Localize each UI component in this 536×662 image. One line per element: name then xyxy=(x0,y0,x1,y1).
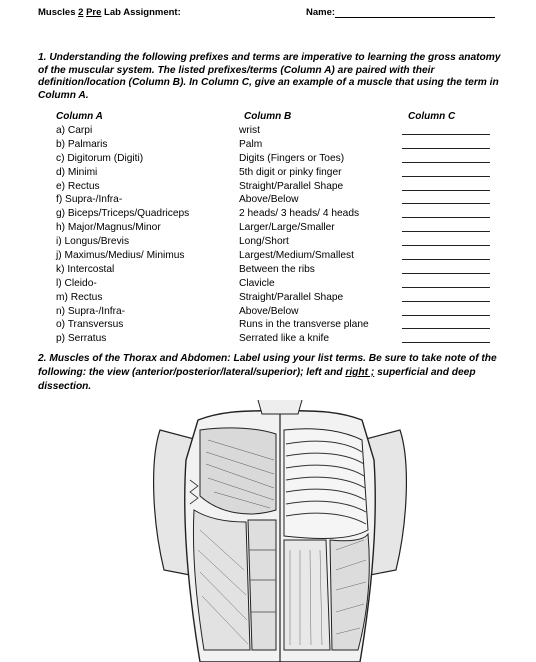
name-blank[interactable] xyxy=(335,8,495,18)
column-a-header: Column A xyxy=(56,111,103,122)
column-b-definition: Long/Short xyxy=(239,236,289,248)
column-a-term: f) Supra-/Infra- xyxy=(56,194,123,206)
column-b-definition: Between the ribs xyxy=(239,263,315,275)
column-a-term: h) Major/Magnus/Minor xyxy=(56,222,161,234)
column-a-term: a) Carpi xyxy=(56,125,93,136)
name-field[interactable] xyxy=(306,7,495,18)
column-c-answer-blank[interactable] xyxy=(402,301,490,302)
question-2-text: 2. Muscles of the Thorax and Abdomen: Label using your list terms. Be sure to take note of the following: the view (anterior/posterior/lateral/superior); left and right ; superficial and deep dissection. xyxy=(38,353,497,392)
column-a-term: n) Supra-/Infra- xyxy=(56,305,126,317)
assignment-title: Muscles 2 Pre Lab Assignment: xyxy=(38,7,181,18)
column-b-definition: 5th digit or pinky finger xyxy=(239,166,342,178)
column-a-term: j) Maximus/Medius/ Minimus xyxy=(56,250,185,262)
column-c-answer-blank[interactable] xyxy=(402,245,490,246)
column-c-answer-blank[interactable] xyxy=(402,315,490,316)
table-row xyxy=(56,305,496,319)
table-row xyxy=(56,152,496,166)
column-c-answer-blank[interactable] xyxy=(402,162,490,163)
column-c-answer-blank[interactable] xyxy=(402,328,490,329)
terms-table xyxy=(56,124,496,346)
table-row xyxy=(56,291,496,305)
column-c-answer-blank[interactable] xyxy=(402,203,490,204)
table-row xyxy=(56,193,496,207)
column-b-definition: Above/Below xyxy=(239,305,299,317)
column-b-header: Column B xyxy=(244,111,292,122)
question-1-text: 1. Understanding the following prefixes and terms are imperative to learning the gross anatomy of the muscular system. The listed prefixes/terms (Column A) are paired with their definition/location (Column B). In Column C, give an example of a muscle that using the term in Column A. xyxy=(38,52,501,101)
table-row xyxy=(56,221,496,235)
column-b-definition: Largest/Medium/Smallest xyxy=(239,250,354,262)
column-c-answer-blank[interactable] xyxy=(402,273,490,274)
column-b-definition: Larger/Large/Smaller xyxy=(239,222,335,234)
column-a-term: o) Transversus xyxy=(56,319,124,331)
table-row xyxy=(56,124,496,138)
column-c-answer-blank[interactable] xyxy=(402,148,490,149)
column-c-answer-blank[interactable] xyxy=(402,217,490,218)
table-row xyxy=(56,332,496,346)
column-a-term: c) Digitorum (Digiti) xyxy=(56,152,144,164)
column-c-answer-blank[interactable] xyxy=(402,190,490,191)
table-row xyxy=(56,277,496,291)
column-a-term: b) Palmaris xyxy=(56,138,108,150)
column-b-definition: 2 heads/ 3 heads/ 4 heads xyxy=(239,208,360,220)
column-b-definition: Above/Below xyxy=(239,194,299,206)
column-b-definition: Digits (Fingers or Toes) xyxy=(239,152,345,164)
column-c-answer-blank[interactable] xyxy=(402,259,490,260)
column-b-definition: Palm xyxy=(239,138,263,150)
column-a-term: d) Minimi xyxy=(56,166,98,178)
column-c-answer-blank[interactable] xyxy=(402,342,490,343)
table-row xyxy=(56,249,496,263)
column-c-answer-blank[interactable] xyxy=(402,287,490,288)
column-b-definition: Serrated like a knife xyxy=(239,333,330,345)
column-a-term: e) Rectus xyxy=(56,180,100,192)
column-b-definition: Straight/Parallel Shape xyxy=(239,291,344,303)
column-c-answer-blank[interactable] xyxy=(402,176,490,177)
column-a-term: l) Cleido- xyxy=(56,277,97,289)
column-a-term: i) Longus/Brevis xyxy=(56,236,130,248)
table-row xyxy=(56,207,496,221)
name-label: Name: xyxy=(306,7,336,18)
table-row xyxy=(56,263,496,277)
column-b-definition: Clavicle xyxy=(239,277,275,289)
column-a-term: g) Biceps/Triceps/Quadriceps xyxy=(56,208,190,220)
column-b-definition: Runs in the transverse plane xyxy=(239,319,369,331)
table-row xyxy=(56,318,496,332)
column-b-definition: Straight/Parallel Shape xyxy=(239,180,344,192)
column-a-term: k) Intercostal xyxy=(56,263,115,275)
column-a-term: m) Rectus xyxy=(56,291,103,303)
column-a-term: p) Serratus xyxy=(56,333,107,345)
table-row xyxy=(56,138,496,152)
thorax-abdomen-muscle-illustration xyxy=(150,400,410,662)
table-row xyxy=(56,166,496,180)
column-c-header: Column C xyxy=(408,111,456,122)
column-c-answer-blank[interactable] xyxy=(402,134,490,135)
column-c-answer-blank[interactable] xyxy=(402,231,490,232)
table-row xyxy=(56,180,496,194)
column-b-definition: wrist xyxy=(239,125,260,136)
table-row xyxy=(56,235,496,249)
